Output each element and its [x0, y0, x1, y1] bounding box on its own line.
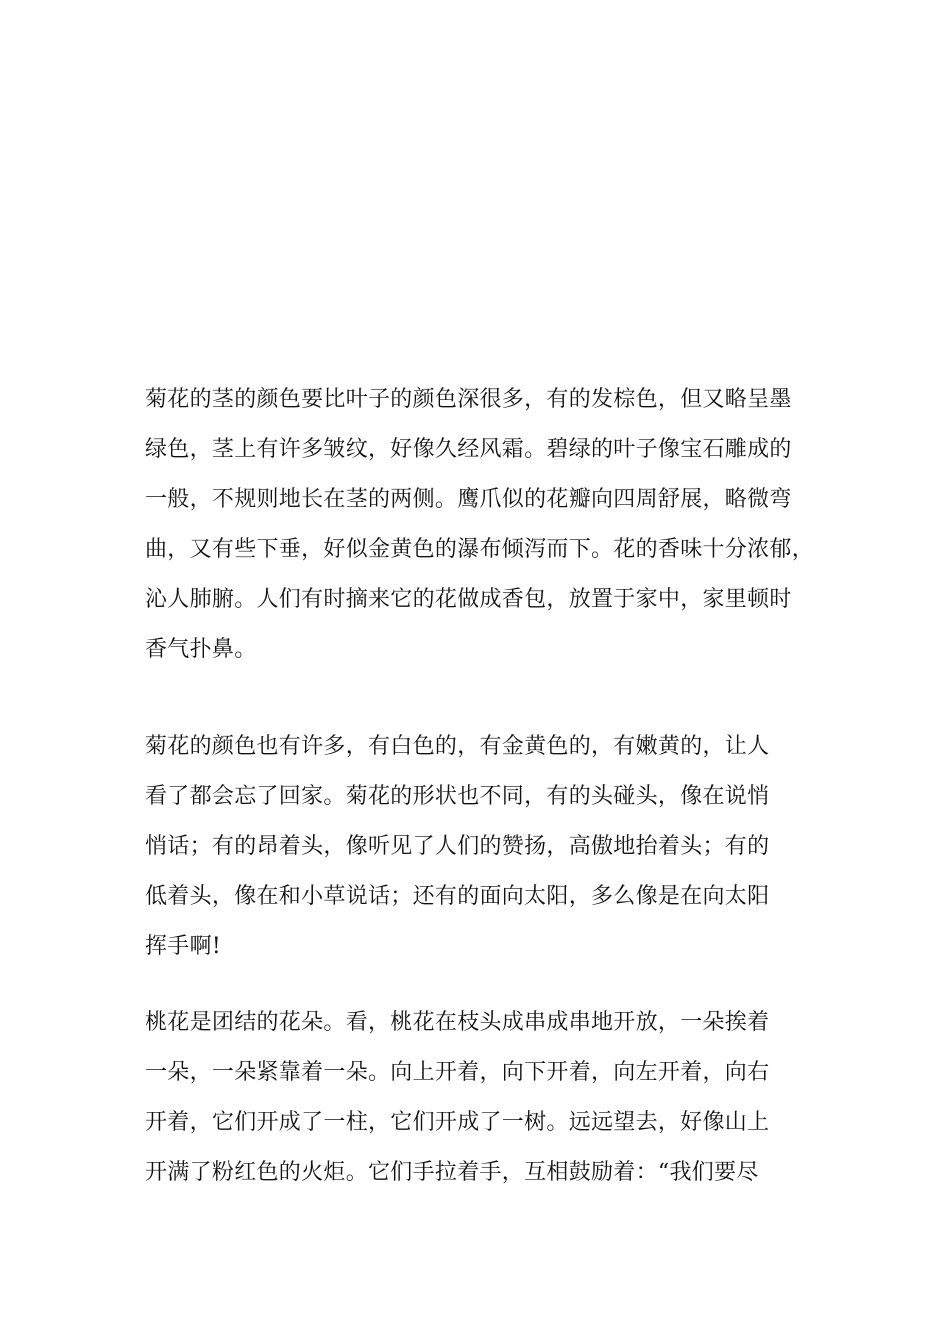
text-line: 菊花的茎的颜色要比叶子的颜色深很多，有的发棕色，但又略呈墨 — [145, 387, 792, 412]
text-line: 一朵，一朵紧靠着一朵。向上开着，向下开着，向左开着，向右 — [145, 1060, 770, 1085]
text-line: 悄话；有的昂着头，像听见了人们的赞扬，高傲地抬着头；有的 — [145, 834, 770, 859]
text-line: 挥手啊! — [145, 934, 222, 959]
text-line: 低着头，像在和小草说话；还有的面向太阳，多么像是在向太阳 — [145, 884, 770, 909]
text-line: 绿色，茎上有许多皱纹，好像久经风霜。碧绿的叶子像宝石雕成的 — [145, 437, 792, 462]
text-line: 沁人肺腑。人们有时摘来它的花做成香包，放置于家中，家里顿时 — [145, 587, 792, 612]
text-line: 开着，它们开成了一柱，它们开成了一树。远远望去，好像山上 — [145, 1110, 770, 1135]
text-line: 一般，不规则地长在茎的两侧。鹰爪似的花瓣向四周舒展，略微弯 — [145, 487, 792, 512]
text-line: 曲，又有些下垂，好似金黄色的瀑布倾泻而下。花的香味十分浓郁， — [145, 537, 815, 562]
text-line: 桃花是团结的花朵。看，桃花在枝头成串成串地开放，一朵挨着 — [145, 1010, 770, 1035]
text-line: 香气扑鼻。 — [145, 637, 257, 662]
text-line: 看了都会忘了回家。菊花的形状也不同，有的头碰头，像在说悄 — [145, 784, 770, 809]
text-line: 菊花的颜色也有许多，有白色的，有金黄色的，有嫩黄的，让人 — [145, 734, 770, 759]
text-line: 开满了粉红色的火炬。它们手拉着手，互相鼓励着：“我们要尽 — [145, 1160, 759, 1185]
